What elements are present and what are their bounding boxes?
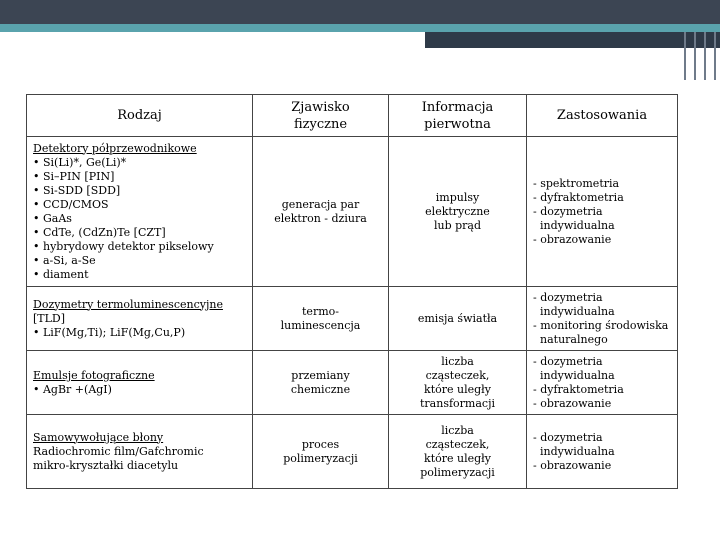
informacja-cell: impulsy elektryczne lub prąd xyxy=(389,137,527,287)
list-item: • Si(Li)*, Ge(Li)* xyxy=(33,155,127,169)
header-stripe xyxy=(0,24,720,32)
informacja-cell: liczba cząsteczek, które uległy transformacji xyxy=(389,351,527,415)
detector-table xyxy=(26,94,678,489)
table-row xyxy=(27,287,678,351)
header-informacja: Informacja pierwotna xyxy=(389,95,527,137)
zjawisko-cell: proces polimeryzacji xyxy=(253,415,389,489)
zastosowania-cell xyxy=(527,415,678,489)
header-rodzaj: Rodzaj xyxy=(27,95,253,137)
list-item: indywidualna xyxy=(540,444,615,458)
zastosowania-cell xyxy=(527,287,678,351)
table-row xyxy=(27,415,678,489)
row-title: Samowywołujące błony xyxy=(33,430,164,444)
zastosowania-cell xyxy=(527,351,678,415)
list-item: - dyfraktometria xyxy=(533,190,624,204)
zjawisko-cell: generacja par elektron - dziura xyxy=(253,137,389,287)
list-item: • Si–PIN [PIN] xyxy=(33,169,115,183)
informacja-cell: emisja światła xyxy=(389,287,527,351)
rodzaj-cell xyxy=(27,415,253,489)
rodzaj-cell xyxy=(27,287,253,351)
list-item: - spektrometria xyxy=(533,176,620,190)
list-item: - obrazowanie xyxy=(533,232,612,246)
list-item: - dozymetria xyxy=(533,290,603,304)
list-item: • GaAs xyxy=(33,211,72,225)
list-item: indywidualna xyxy=(540,218,615,232)
zjawisko-cell: termo- luminescencja xyxy=(253,287,389,351)
list-item: • CdTe, (CdZn)Te [CZT] xyxy=(33,225,166,239)
row-title: Detektory półprzewodnikowe xyxy=(33,141,197,155)
list-item: • Si-SDD [SDD] xyxy=(33,183,121,197)
list-item: - dozymetria xyxy=(533,430,603,444)
list-item: • AgBr +(AgI) xyxy=(33,382,112,396)
list-item: - obrazowanie xyxy=(533,458,612,472)
list-item: - monitoring środowiska xyxy=(533,318,669,332)
corner-block xyxy=(425,32,720,48)
informacja-cell: liczba cząsteczek, które uległy polimeryzacji xyxy=(389,415,527,489)
list-item: - dozymetria xyxy=(533,204,603,218)
list-item: • diament xyxy=(33,267,89,281)
header-zastosowania: Zastosowania xyxy=(527,95,678,137)
list-item: indywidualna xyxy=(540,368,615,382)
zastosowania-cell xyxy=(527,137,678,287)
rodzaj-cell xyxy=(27,137,253,287)
row-title: Emulsje fotograficzne xyxy=(33,368,155,382)
list-item: naturalnego xyxy=(540,332,608,346)
list-item: • LiF(Mg,Ti); LiF(Mg,Cu,P) xyxy=(33,325,186,339)
list-item: - dyfraktometria xyxy=(533,382,624,396)
header-zjawisko: Zjawisko fizyczne xyxy=(253,95,389,137)
list-item: - dozymetria xyxy=(533,354,603,368)
corner-lines xyxy=(680,32,720,80)
row-title: Dozymetry termoluminescencyjne xyxy=(33,297,223,311)
header-row xyxy=(27,95,678,137)
table-row xyxy=(27,351,678,415)
header-bar xyxy=(0,0,720,24)
list-item: mikro-kryształki diacetylu xyxy=(33,458,179,472)
rodzaj-cell xyxy=(27,351,253,415)
list-item: Radiochromic film/Gafchromic xyxy=(33,444,204,458)
list-item: indywidualna xyxy=(540,304,615,318)
list-item: • a-Si, a-Se xyxy=(33,253,96,267)
list-item: [TLD] xyxy=(33,311,66,325)
list-item: • hybrydowy detektor pikselowy xyxy=(33,239,214,253)
table-row xyxy=(27,137,678,287)
list-item: - obrazowanie xyxy=(533,396,612,410)
zjawisko-cell: przemiany chemiczne xyxy=(253,351,389,415)
list-item: • CCD/CMOS xyxy=(33,197,109,211)
